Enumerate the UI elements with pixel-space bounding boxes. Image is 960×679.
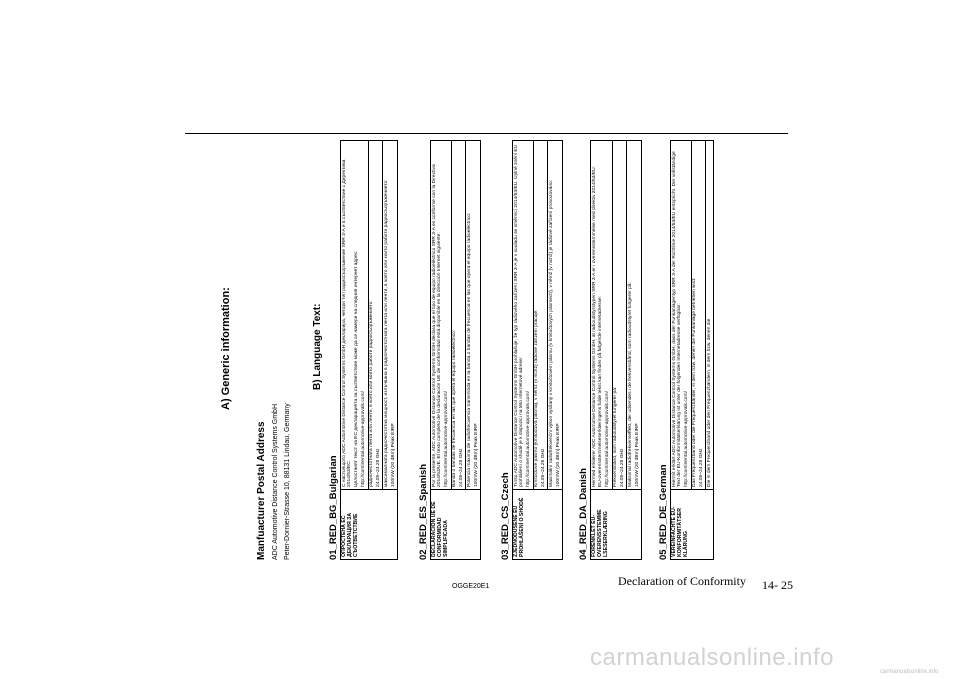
declaration-text-row: Цялостният текст на ЕС декларацията за съответствие може да се намери на следния интернет адрес: xyxy=(354,250,360,487)
declaration-text-row: http://continental.automotive-approvals.com/ xyxy=(605,391,611,487)
page-number: 14- 25 xyxy=(762,578,793,592)
language-title: 05_RED_DE_German xyxy=(658,464,669,560)
declaration-text-row: 100mW (20 dBm) Peak EIRP xyxy=(473,423,479,487)
language-table xyxy=(430,140,481,560)
declaration-body xyxy=(591,141,641,489)
declaration-text-row: 100mW (20 dBm) Peak EIRP xyxy=(390,423,396,487)
language-table xyxy=(590,140,642,560)
language-table xyxy=(670,140,714,560)
declaration-text-row: Frekvensbånd, som radioudstyret fungerer på: xyxy=(612,141,620,489)
declaration-text-row: http://continental.automotive-approvals.com/ xyxy=(444,391,450,487)
language-block xyxy=(418,140,481,560)
declaration-label: ZJEDNODUŠENÉ EU PROHLÁŠENÍ O SHODĚ xyxy=(513,489,562,559)
language-block xyxy=(500,140,563,560)
language-title: 02_RED_ES_Spanish xyxy=(418,463,429,560)
declaration-text-row: 24.05~24.25 GHz xyxy=(459,448,464,487)
declaration-text-row: Die in dem Frequenzband oder den Frequenzbändern, in dem bzw. denen die xyxy=(705,141,713,489)
declaration-text-row: Hiermit erklärt ADC Automotive Distance Control Systems GmbH, dass der Funkanlagentyp SRR 3-A der Richtlinie 2014/53/EU entspricht. Der vollständige Text der EU-Konformitätserklärung ist unter der folgenden Internetadresse verfügbar: xyxy=(671,151,683,487)
language-block xyxy=(328,140,398,560)
declaration-text-row: 24.05~24.25 GHz xyxy=(699,448,704,487)
section-a-heading: A) Generic information: xyxy=(220,287,232,410)
declaration-text-row: 24.05~24.25 GHz xyxy=(375,448,381,487)
declaration-text-row: С настоящото ADC Automotive Distance Control Systems GmbH декларира, четори тип радиосъоръжение SRR 3-A е в съответствие с Директива 2014/53/ЕС. xyxy=(341,159,353,487)
language-block xyxy=(658,140,714,560)
declaration-text-row: Banda o bandas de frecuencia en las que opera el equipo radioeléctrico: xyxy=(451,141,459,489)
language-title: 03_RED_CS_Czech xyxy=(500,472,511,560)
footer-title: Declaration of Conformity xyxy=(618,574,746,588)
manufacturer-line: ADC Automotive Distance Control Systems GmbH xyxy=(272,404,279,560)
declaration-body xyxy=(341,141,397,489)
declaration-text-row: http://continental.automotive-approvals.com/ xyxy=(526,391,532,487)
declaration-text-row: максималната радиочестотна мощност, излъчвана в радиочестотната лента или ленти, в която или които работи радиосъоръжението: xyxy=(382,141,390,489)
declaration-body xyxy=(431,141,480,489)
declaration-text-row: Tímto ADC Automotive Distance Control Systems GmbH prohlašuje, že typ rádiového zařízení SRR 3-A je v souladu se směrnicí 2014/53/EU. Úplné znění EU prohlášení o shodě je k dispozici na této internetové adrese: xyxy=(513,144,525,487)
declaration-text-row: радиочестотната лента или ленти, в която или които работи радиосъоръжението: xyxy=(368,141,376,489)
language-block xyxy=(578,140,642,560)
declaration-body xyxy=(671,141,713,489)
rotated-page-content xyxy=(220,140,740,560)
declaration-text-row: 24.05~24.25 GHz xyxy=(620,448,625,487)
watermark-small: carmanualsonline.info xyxy=(880,669,939,675)
watermark: carmanualsonline.info xyxy=(590,644,834,671)
top-rule xyxy=(185,133,788,134)
declaration-text-row: Por la presente, ADC Automotive Distance Control Systems GmbH declara que el tipo de equipo radioeléctrico SRR 3-A es conforme con la Directiva 2014/53/UE. El texto completo de la declaración UE de conformidad está disponible en la dirección Internet siguiente: xyxy=(431,164,443,487)
document-code: OGGE20E1 xyxy=(452,583,490,590)
declaration-text-row: Maksimal radiofrekvenseffekt, der udsendes i de frekvensbånd, som radioudstyret fungerer på: xyxy=(626,141,634,489)
declaration-text-row: Hermed erklærer ADC Automotive Distance Control Systems GmbH, at radioudstyrstypen SRR 3-A er i overensstemmelse med direktiv 2014/53/EU. xyxy=(591,165,597,487)
language-title: 04_RED_DA_Danish xyxy=(578,468,589,560)
section-b-heading: B) Language Text: xyxy=(312,303,323,390)
declaration-text-row: Potencia máxima de radiofrecuencia transmitida en la banda o bandas de frecuencia en las que opera el equipo radioeléctrico: xyxy=(465,141,473,489)
language-title: 01_RED_BG_Bulgarian xyxy=(328,455,339,560)
declaration-text-row: Maximální radiofrekvenční výkon vysílaný v kmitočtovém pásmu (v kmitočtových pásmech), v němž (v nichž) je rádiové zařízení provozováno: xyxy=(547,141,555,489)
declaration-text-row: http://continental.automotive-approvals.com/ xyxy=(684,391,690,487)
declaration-body xyxy=(513,141,562,489)
declaration-text-row: 100mW (20 dBm) Peak EIRP xyxy=(634,423,640,487)
declaration-label: DECLARACIÓN UE DE CONFORMIDAD SIMPLIFICADA xyxy=(431,489,480,559)
language-table xyxy=(340,140,398,560)
declaration-text-row: 100mW (20 dBm) Peak EIRP xyxy=(555,423,561,487)
declaration-text-row: http://continental.automotive-approvals.com/ xyxy=(361,391,367,487)
manufacturer-line: Peter-Dornier-Strasse 10, 88131 Lindau, Germany xyxy=(284,403,291,560)
language-table xyxy=(512,140,563,560)
declaration-label: FORENKLET EU-OVERENSSTEMME LSESERKLÆRING xyxy=(591,489,641,559)
declaration-label: VEREINFACHTE EU-KONFORMITÄTSER KLÄRUNG xyxy=(671,489,713,559)
manufacturer-title: Manfuacturer Postal Address xyxy=(256,421,267,560)
declaration-text-row: EU-overensstemmelseserklæringens fulde tekst kan findes på følgende internetadresse: xyxy=(598,295,604,487)
declaration-text-row: 24.05~24.25 GHz xyxy=(541,448,546,487)
declaration-text-row: Das Frequenzband oder die Frequenzbänder, in dem bzw. denen die Funkanlage betrieben wird: xyxy=(691,141,699,489)
declaration-text-row: Kmitočtové pásmo (kmitočtová pásma), v němž (v nichž) rádiové zařízení pracuje: xyxy=(533,141,541,489)
declaration-label: ОПРОСТЕНА ЕС ДЕКЛАРАЦИЯ ЗА СЪОТВЕТСТВИЕ xyxy=(341,489,397,559)
